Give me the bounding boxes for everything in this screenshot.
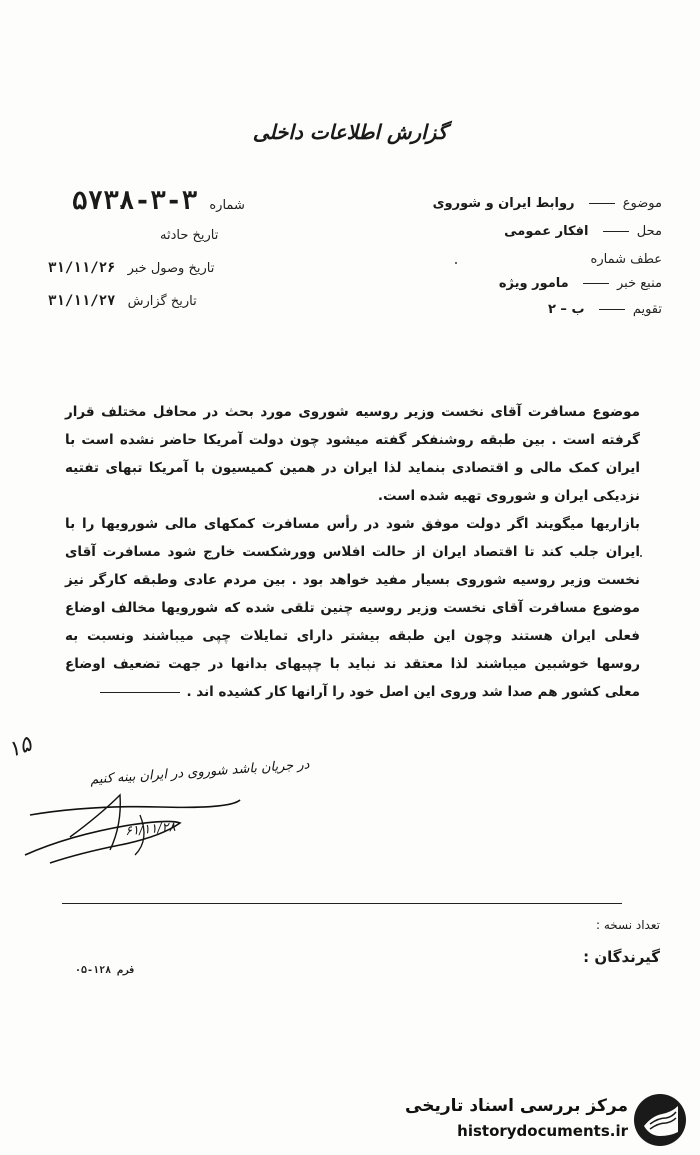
report-paragraph-2 (65, 510, 640, 706)
incident-date-label: تاریخ حادثه (160, 228, 219, 243)
incident-date-field (160, 228, 218, 243)
footer-divider (62, 903, 622, 904)
subject-field (433, 196, 662, 211)
subject-label: موضوع (622, 196, 662, 211)
source-value: مامور ویژه (498, 276, 569, 291)
report-date-field (48, 293, 197, 309)
location-value: افکار عمومی (504, 224, 589, 239)
location-field (504, 224, 662, 239)
report-date-value: ۳۱/۱۱/۲۷ (48, 293, 116, 309)
report-paragraph-2-text: بازاریها میگویند اگر دولت موفق شود در رأس مسافرت کمکهای مالی شورویها را با ایران جلب کند تا اقتصاد ایران از حالت افلاس وورشکست خارج شود مسافرت آقای نخست وزیر روسیه شوروی بسیار مفید خواهد بود . بین مردم عادی وطبقه کارگر نیز موضوع مسافرت آقای نخست وزیر روسیه چنین تلقی شده که شورویها مخالف اوضاع فعلی ایران هستند وچون این طبقه بیشتر دارای تمایلات چپی میباشند ونسبت به روسها خوشبین میباشند لذا معتقد ند نباید با چپیهای بدانها در جهت تضعیف اوضاع معلی کشور هم صدا شد وروی این اصل خود را آرانها کار کشیده اند . (65, 516, 640, 700)
end-dash (100, 692, 180, 693)
handwritten-note: در جریان باشد شوروی در ایران بینه کنیم (89, 757, 310, 788)
serial-field (72, 186, 245, 216)
field-dash (583, 283, 609, 284)
watermark-name: مرکز بررسی اسناد تاریخی (405, 1096, 628, 1116)
form-code: ۰۵-۱۲۸ فرم (75, 965, 136, 976)
serial-value: ۵۷۳۸-۳-۳ (72, 186, 198, 216)
copies-label: تعداد نسخه : (595, 918, 660, 932)
receipt-date-field (48, 260, 214, 276)
book-emblem-icon (632, 1092, 688, 1148)
field-dash (589, 203, 615, 204)
signature-scribble (10, 745, 250, 875)
recipients-label: گیرندگان : (583, 948, 660, 966)
report-paragraph-1: موضوع مسافرت آقای نخست وزیر روسیه شوروی مورد بحث در محافل مختلف قرار گرفته است . بین طبقه روشنفکر گفته میشود چون دولت آمریکا حاضر نشده است با ایران کمک مالی و اقتصادی بنماید لذا ایران در همین کمیسیون با آمریکا تبهای تفتیه نزدیکی ایران و شوروی تهیه شده است. (65, 404, 640, 504)
location-label: محل (636, 224, 662, 239)
report-date-label: تاریخ گزارش (127, 294, 197, 309)
subject-value: روابط ایران و شوروی (432, 196, 575, 211)
reference-label: عطف شماره (590, 252, 662, 267)
evaluation-label: تقویم (632, 302, 662, 317)
handwritten-mark: ۱۵ (4, 731, 36, 764)
field-dash (603, 231, 629, 232)
source-field (499, 276, 662, 291)
report-body (65, 398, 640, 706)
document-title: گزارش اطلاعات داخلی (252, 120, 448, 144)
evaluation-value: ب – ۲ (547, 302, 585, 317)
serial-label: شماره (209, 198, 245, 213)
evaluation-field (548, 302, 662, 317)
handwritten-date: ۶۱/۱۱/۲۸ (124, 819, 177, 840)
watermark-url: historydocuments.ir (457, 1122, 628, 1140)
scan-speck (455, 262, 457, 264)
receipt-date-value: ۳۱/۱۱/۲۶ (48, 260, 116, 276)
scan-speck (640, 555, 642, 557)
receipt-date-label: تاریخ وصول خبر (127, 261, 215, 276)
field-dash (599, 309, 625, 310)
reference-field (591, 252, 662, 267)
source-label: منبع خبر (617, 276, 662, 291)
